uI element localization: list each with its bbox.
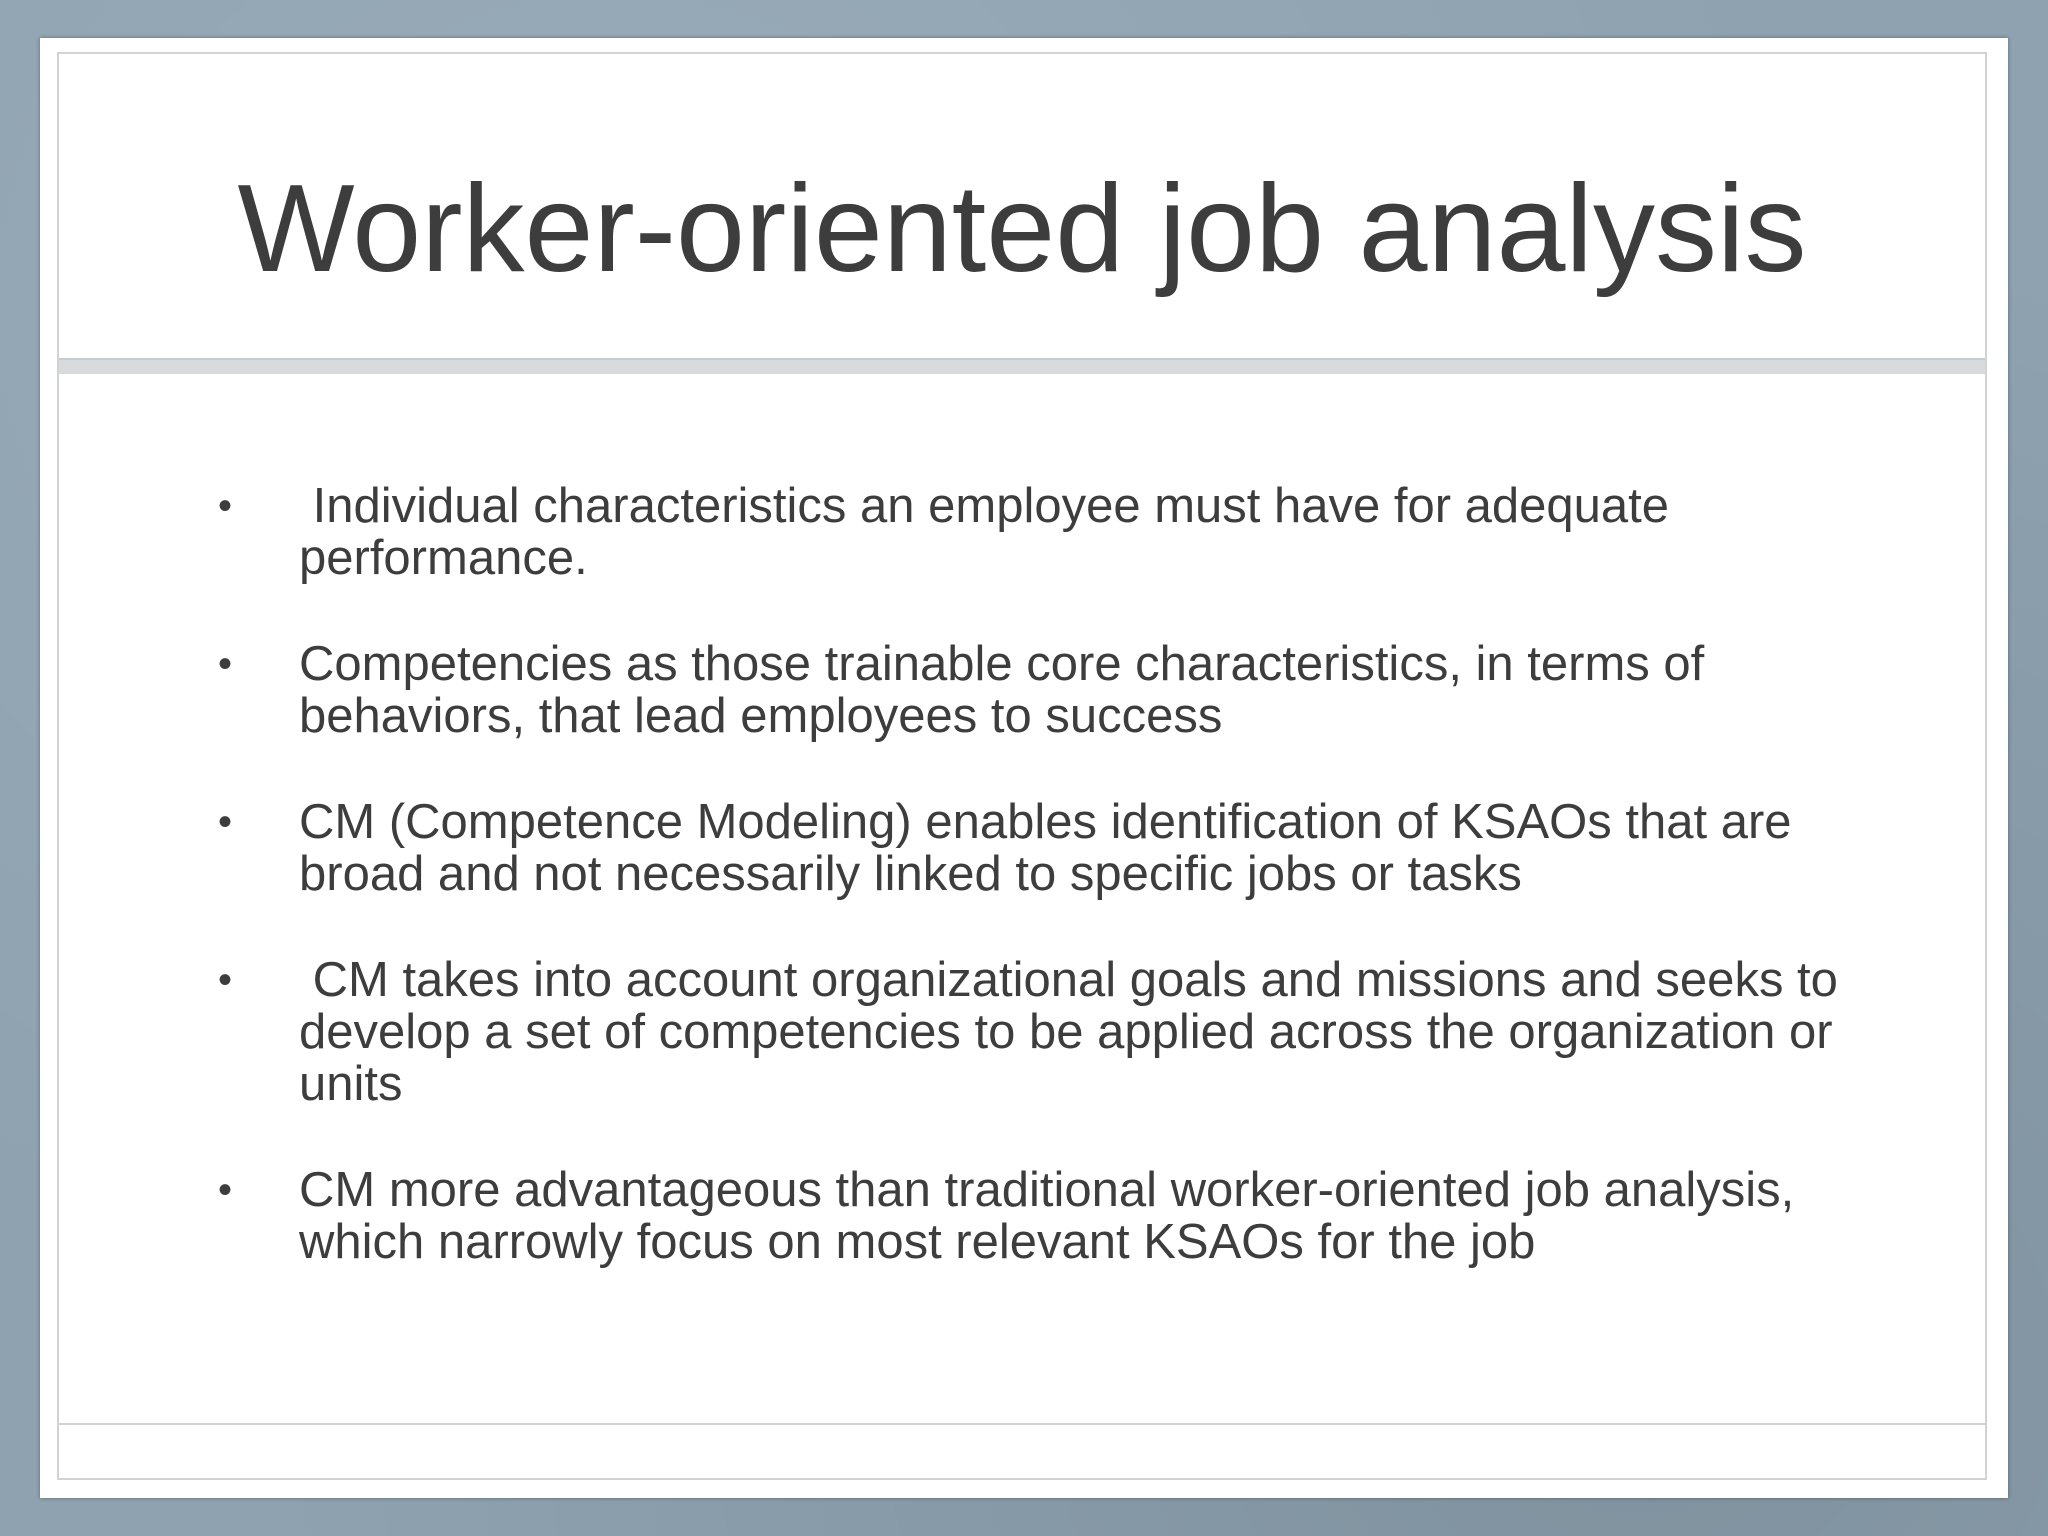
list-item (218, 954, 1878, 1110)
bullet-text: CM (Competence Modeling) enables identification of KSAOs that are broad and not necessarily linked to specific jobs or tasks (299, 795, 1806, 901)
bullet-text: CM takes into account organizational goals and missions and seeks to develop a set of competencies to be applied across the organization or units (299, 953, 1852, 1111)
title-divider (59, 358, 1985, 374)
list-item (218, 480, 1878, 584)
list-item (218, 1164, 1878, 1268)
bullet-icon: • (218, 484, 233, 528)
title-area (59, 54, 1985, 394)
bullet-text: Competencies as those trainable core characteristics, in terms of behaviors, that lead employees to success (299, 637, 1718, 743)
footer-divider (59, 1423, 1985, 1425)
bullet-text: CM more advantageous than traditional worker-oriented job analysis, which narrowly focus on most relevant KSAOs for the job (299, 1163, 1808, 1269)
list-item (218, 796, 1878, 900)
bullet-list (218, 480, 1878, 1322)
list-item (218, 638, 1878, 742)
bullet-icon: • (218, 958, 233, 1002)
slide-title: Worker-oriented job analysis (237, 160, 1807, 298)
bullet-icon: • (218, 1168, 233, 1212)
slide (40, 38, 2008, 1498)
bullet-text: Individual characteristics an employee must have for adequate performance. (299, 479, 1683, 585)
bullet-icon: • (218, 800, 233, 844)
bullet-icon: • (218, 642, 233, 686)
